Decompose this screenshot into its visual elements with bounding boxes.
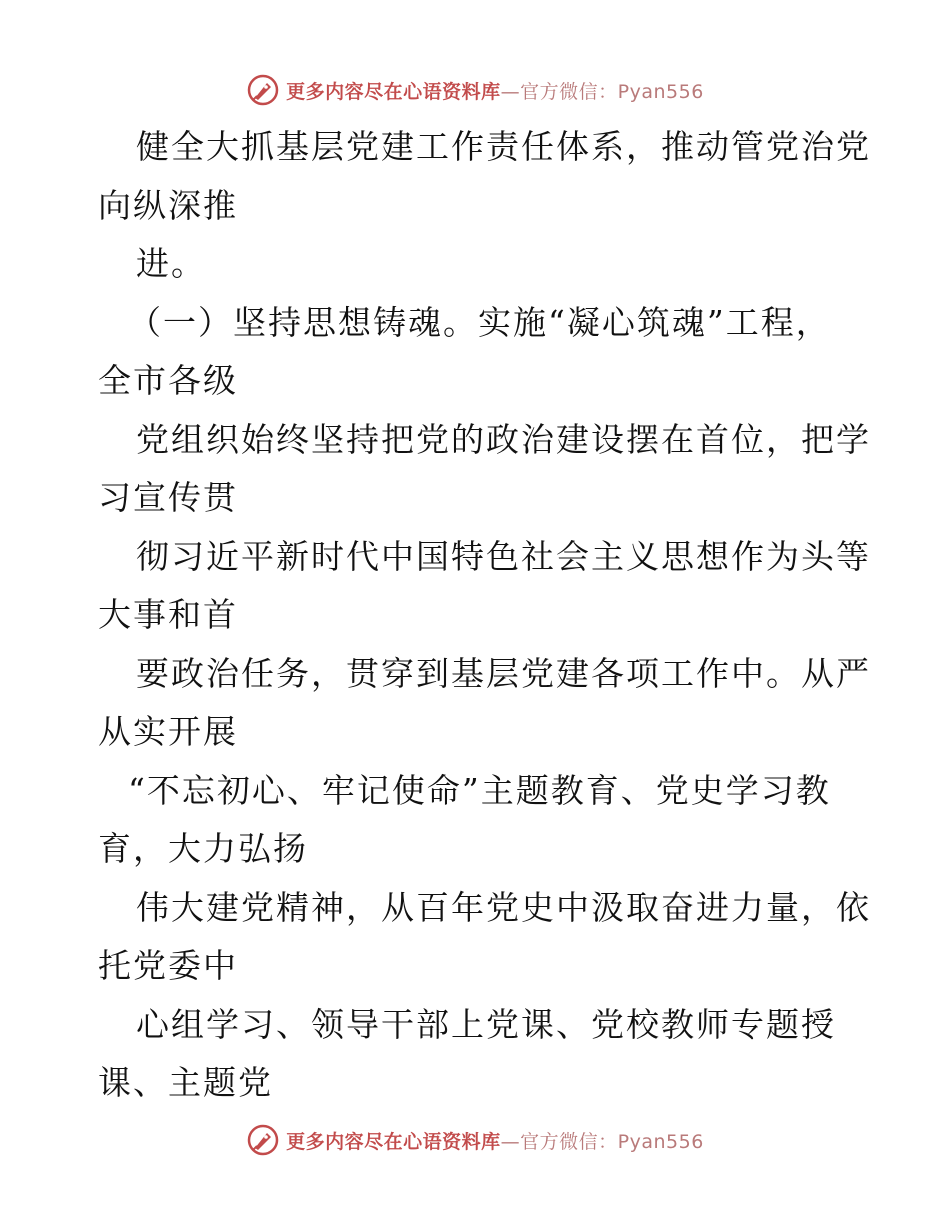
body-line: 彻习近平新时代中国特色社会主义思想作为头等 (136, 536, 871, 576)
body-line: 育，大力弘扬 (98, 829, 308, 868)
body-line: 要政治任务，贯穿到基层党建各项工作中。从严 (136, 653, 871, 693)
body-line: 全市各级 (98, 361, 238, 400)
watermark-separator: — (500, 80, 521, 103)
pen-nib-icon (246, 73, 280, 107)
document-body (98, 118, 871, 1113)
watermark-brand: 更多内容尽在心语资料库 (286, 1130, 501, 1153)
watermark-text (286, 77, 704, 104)
body-line: 心组学习、领导干部上党课、党校教师专题授 (136, 1004, 836, 1044)
watermark-brand: 更多内容尽在心语资料库 (286, 80, 501, 103)
body-line: 大事和首 (98, 595, 238, 634)
watermark-text (286, 1127, 704, 1154)
body-line: 习宣传贯 (98, 478, 238, 517)
body-line: 健全大抓基层党建工作责任体系，推动管党治党 (136, 127, 871, 166)
body-line: 进。 (136, 244, 206, 283)
header-watermark (0, 70, 950, 110)
footer-watermark (0, 1120, 950, 1160)
body-line: （一）坚持思想铸魂。实施“凝心筑魂”工程， (128, 302, 831, 342)
pen-nib-icon (246, 1123, 280, 1157)
body-line: 党组织始终坚持把党的政治建设摆在首位，把学 (136, 419, 871, 459)
body-line: 向纵深推 (98, 185, 238, 225)
body-line: 课、主题党 (98, 1063, 273, 1102)
body-line: 托党委中 (98, 946, 238, 985)
watermark-separator: — (500, 1130, 521, 1153)
watermark-suffix: 官方微信：Pyan556 (520, 1130, 704, 1153)
body-line: 从实开展 (98, 712, 238, 751)
body-line: “不忘初心、牢记使命”主题教育、党史学习教 (128, 770, 831, 810)
watermark-suffix: 官方微信：Pyan556 (520, 80, 704, 103)
body-line: 伟大建党精神，从百年党史中汲取奋进力量，依 (136, 887, 871, 927)
